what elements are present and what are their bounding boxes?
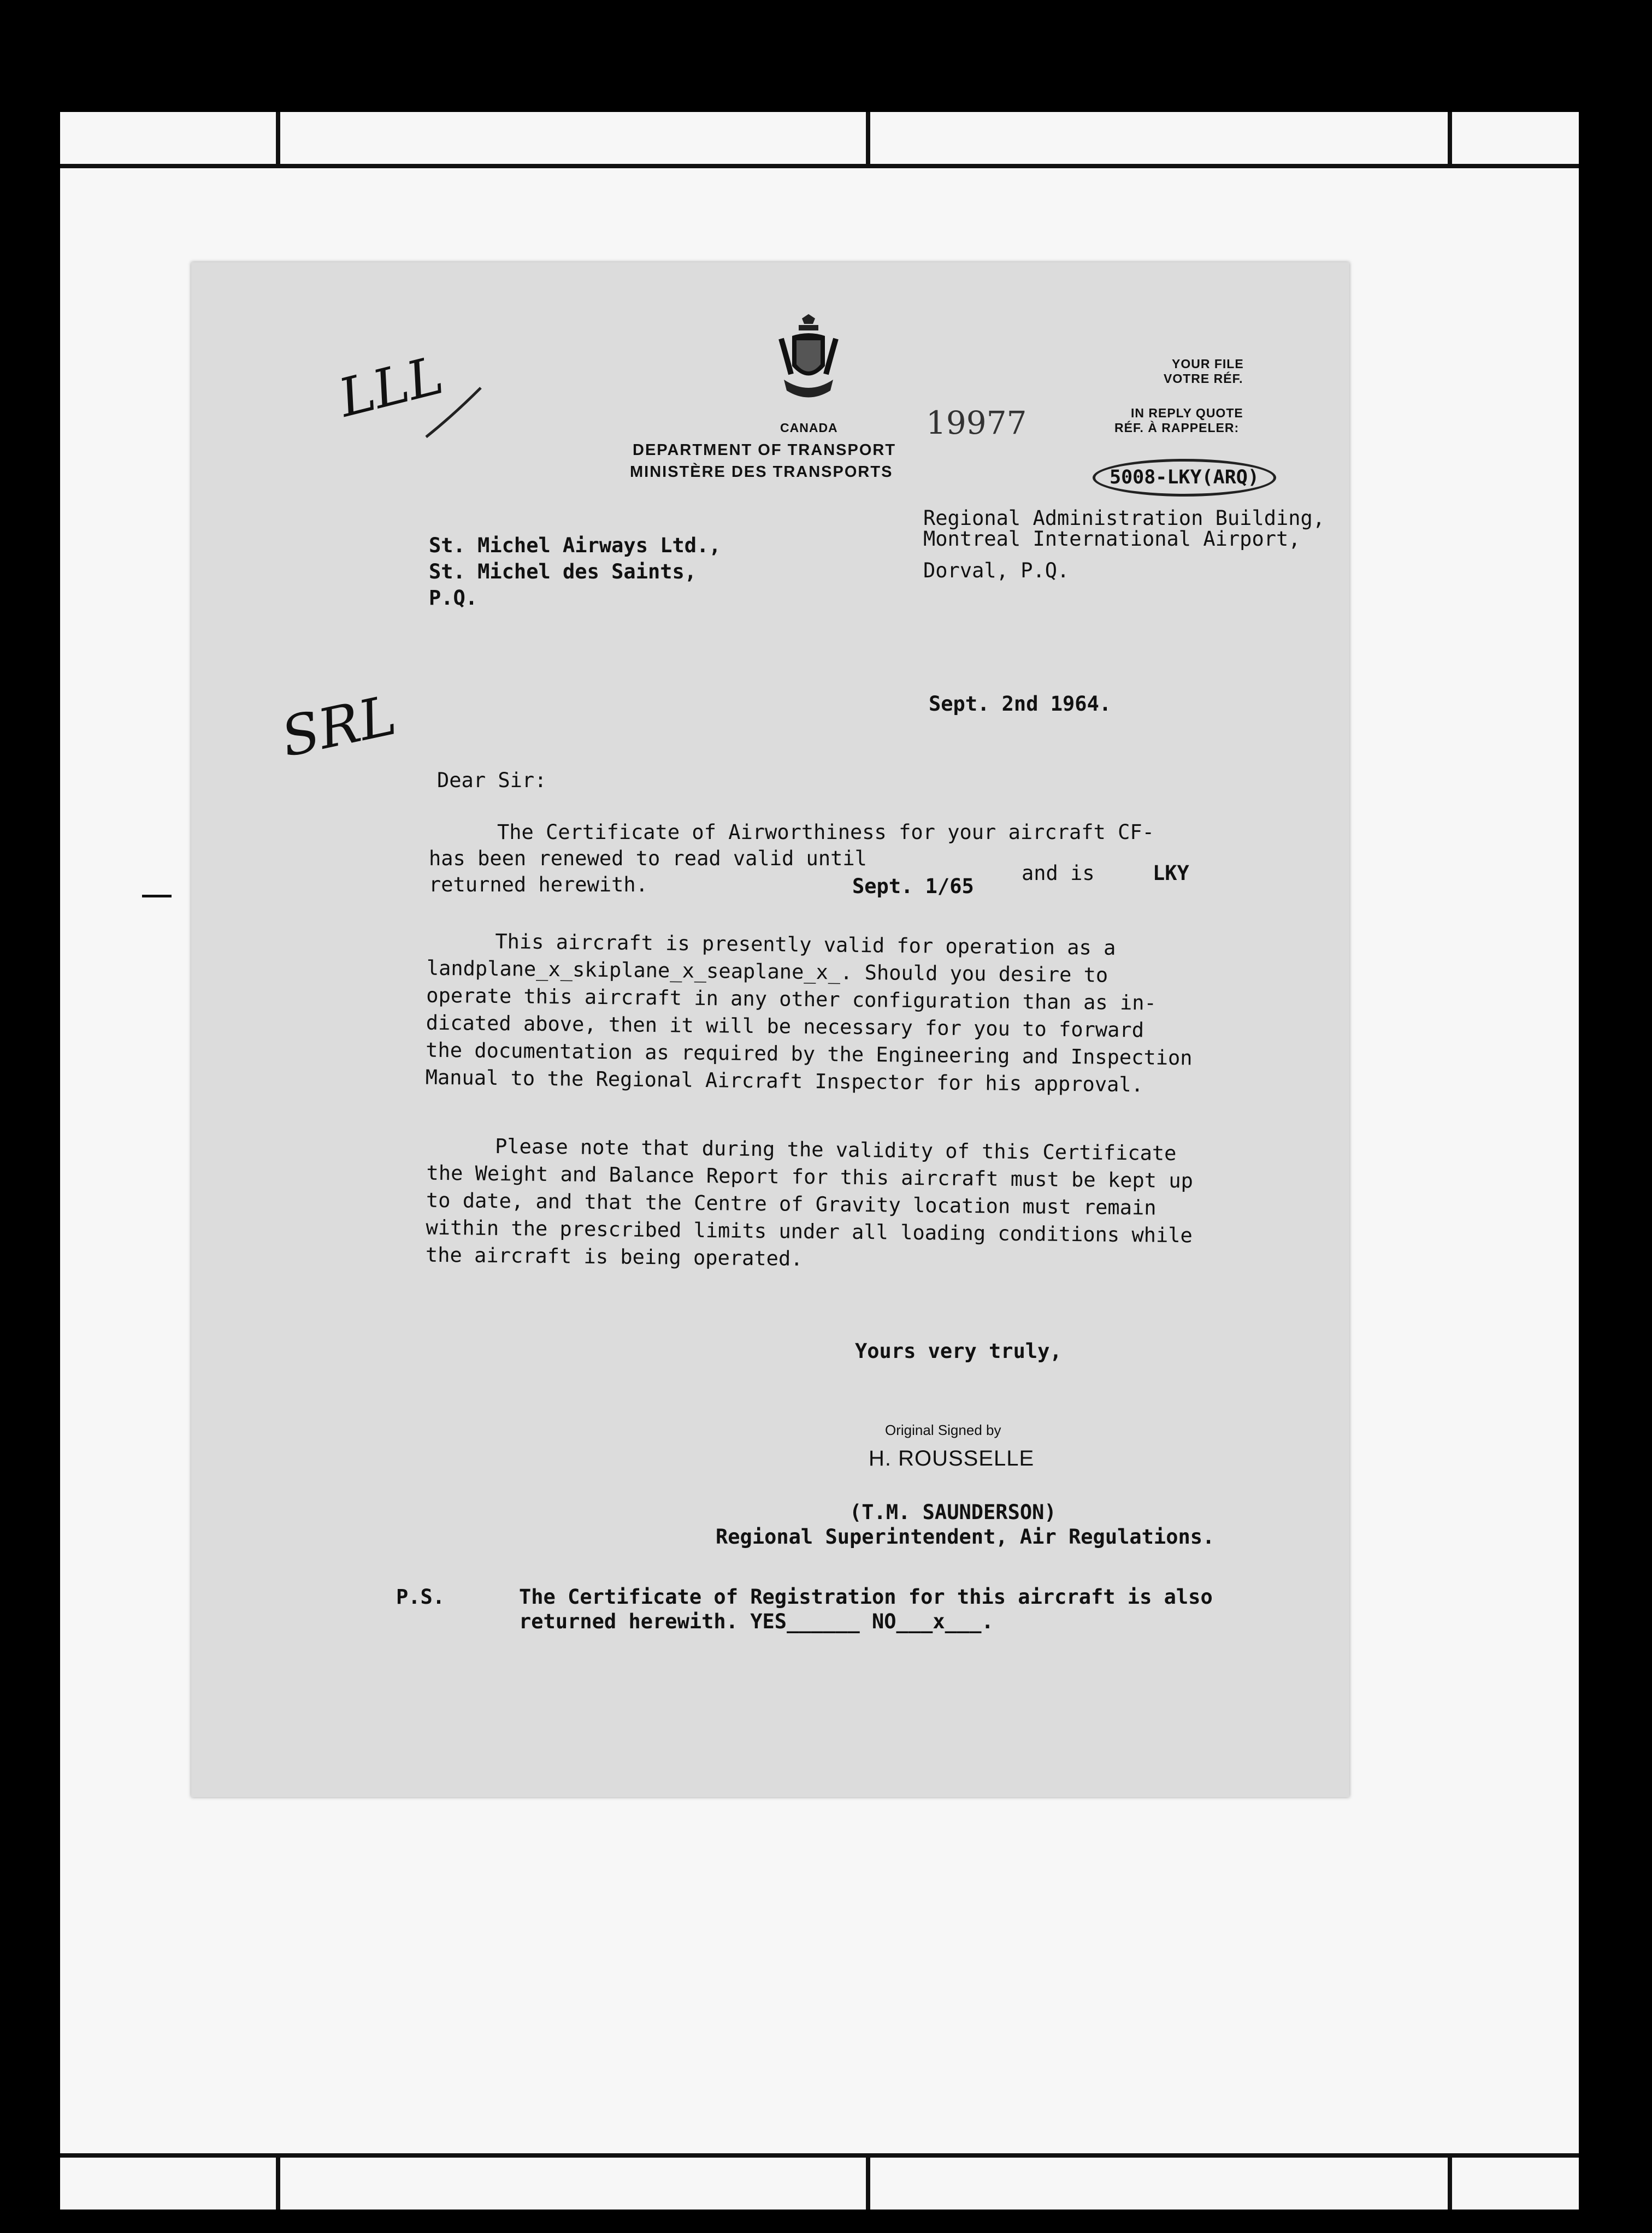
paragraph-line: the aircraft is being operated. (425, 1243, 803, 1271)
paragraph-configuration (425, 928, 1193, 1100)
paragraph-line: The Certificate of Airworthiness for your aircraft CF- (497, 820, 1154, 844)
paragraph-line: Please note that during the validity of this Certificate (494, 1134, 1177, 1166)
in-reply-label-fr: RÉF. À RAPPELER: (1114, 421, 1240, 435)
letter-sheet (191, 262, 1349, 1797)
recipient-address (429, 533, 721, 611)
original-signed-label: Original Signed by (885, 1422, 1001, 1438)
paragraph-line: the documentation as required by the Engineering and Inspection (426, 1038, 1193, 1070)
paragraph-line: to date, and that the Centre of Gravity location must remain (426, 1188, 1157, 1220)
film-divider (276, 2158, 280, 2210)
film-divider (866, 112, 870, 164)
film-divider (1448, 2158, 1452, 2210)
valid-until-date: Sept. 1/65 (852, 875, 974, 898)
registration-suffix: LKY (1153, 861, 1189, 885)
paragraph-line: the Weight and Balance Report for this aircraft must be kept up (426, 1161, 1194, 1193)
paragraph-airworthiness (429, 819, 1154, 898)
recipient-line: P.Q. (429, 586, 478, 610)
and-is-text: and is (1022, 861, 1095, 885)
in-reply-label-en: IN REPLY QUOTE (1131, 406, 1243, 420)
letter-date: Sept. 2nd 1964. (929, 692, 1112, 716)
film-divider (1448, 112, 1452, 164)
paragraph-line: landplane_x_skiplane_x_seaplane_x_. Should you desire to (426, 956, 1108, 987)
address-line: Regional Administration Building, (923, 506, 1325, 530)
handwritten-mark-top: LLL (333, 344, 449, 429)
sender-address (923, 508, 1325, 581)
closing: Yours very truly, (855, 1339, 1062, 1363)
your-file-label-fr: VOTRE RÉF. (1164, 371, 1243, 386)
recipient-line: St. Michel Airways Ltd., (429, 534, 721, 557)
margin-mark (142, 895, 172, 897)
postscript-label: P.S. (396, 1585, 445, 1609)
recipient-line: St. Michel des Saints, (429, 560, 697, 583)
film-divider (276, 112, 280, 164)
film-strip-bottom (60, 2153, 1579, 2210)
letterhead-department-en: DEPARTMENT OF TRANSPORT (633, 441, 896, 459)
handwritten-stroke (421, 382, 486, 442)
signer-name: H. ROUSSELLE (869, 1446, 1035, 1470)
letterhead-department-fr: MINISTÈRE DES TRANSPORTS (630, 463, 893, 481)
paragraph-line: Manual to the Regional Aircraft Inspector for his approval. (425, 1065, 1144, 1097)
paragraph-weight-balance (426, 1132, 1194, 1277)
letterhead-country: CANADA (780, 421, 838, 435)
film-divider (866, 2158, 870, 2210)
paragraph-line: within the prescribed limits under all loading conditions while (426, 1215, 1193, 1248)
paragraph-line: has been renewed to read valid until (429, 847, 867, 870)
address-line: Dorval, P.Q. (923, 559, 1070, 582)
reference-number: 5008-LKY(ARQ) (1093, 459, 1276, 497)
paragraph-line: returned herewith. (429, 873, 648, 896)
handwritten-initials: SRL (276, 683, 402, 770)
paragraph-line: operate this aircraft in any other configuration than as in- (426, 983, 1157, 1015)
salutation: Dear Sir: (437, 769, 547, 792)
paragraph-line: dicated above, then it will be necessary for you to forward (426, 1011, 1144, 1042)
paragraph-line: This aircraft is presently valid for operation as a (495, 929, 1116, 960)
coat-of-arms-icon (776, 314, 841, 407)
stamp-number: 19977 (926, 404, 1027, 441)
signatory-title: Regional Superintendent, Air Regulations. (716, 1525, 1215, 1549)
postscript-line-2: returned herewith. YES______ NO___x___. (519, 1610, 994, 1633)
address-line: Montreal International Airport, (923, 527, 1301, 551)
postscript-line-1: The Certificate of Registration for this aircraft is also (519, 1585, 1213, 1609)
film-strip-top (60, 112, 1579, 168)
typed-name: (T.M. SAUNDERSON) (849, 1501, 1057, 1524)
your-file-label-en: YOUR FILE (1172, 357, 1244, 371)
